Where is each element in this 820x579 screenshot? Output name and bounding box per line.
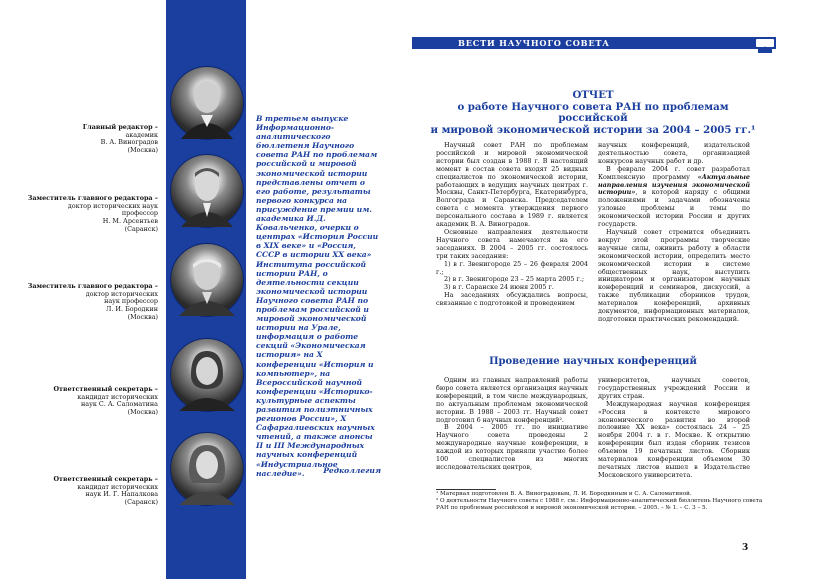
- paragraph: 1) в г. Звенигороде 25 – 26 февраля 2004 г.;: [436, 259, 588, 276]
- staff-entry-editor-in-chief: [0, 124, 158, 155]
- staff-line: Н. М. Арсентьев: [102, 217, 158, 226]
- report-title-line: и мировой экономической истории за 2004 – 2005 гг.¹: [430, 123, 756, 136]
- report-title-line: ОТЧЕТ: [572, 89, 614, 101]
- lower-left-column: [436, 377, 588, 472]
- paragraph: В 2004 – 2005 гг. по инициативе Научного совета проведены 2 международные научные конференции, в каждой из которых приняли участие более 100 специалистов из многих исследовательских центров,: [436, 423, 588, 471]
- footnote: ² О деятельности Научного совета с 1988 г. см.: Информационно-аналитический бюллетень Научного совета РАН по проблемам российской и мировой экономической истории. – 2005. – № 1. – С. 3 – 5.: [436, 497, 763, 511]
- upper-right-column: [598, 142, 750, 324]
- report-title-line: о работе Научного совета РАН по проблемам российской: [457, 100, 729, 125]
- paragraph: университетов, научных советов, государственных учреждений России и других стран.: [598, 376, 750, 400]
- portrait-photo-icon: [170, 338, 244, 412]
- page-number: 3: [742, 543, 749, 553]
- portrait-photo-icon: [170, 432, 244, 506]
- right-page: [410, 0, 820, 579]
- program-title: «Актуальные направления изучения экономической истории»: [598, 172, 750, 197]
- pointer-arrow-icon: [160, 128, 165, 134]
- staff-line: В. А. Виноградов: [100, 138, 158, 147]
- staff-role: Заместитель главного редактора –: [27, 194, 158, 202]
- staff-role: Ответственный секретарь –: [53, 475, 158, 483]
- staff-line: кандидат исторических: [77, 392, 158, 401]
- staff-line: доктор исторических наук: [67, 201, 158, 210]
- ras-logo-icon: [756, 39, 774, 47]
- staff-line: (Москва): [127, 408, 158, 417]
- intro-signature: Редколлегия: [323, 466, 381, 475]
- staff-line: наук И. Г. Напалкова: [85, 490, 158, 499]
- staff-line: (Москва): [127, 312, 158, 321]
- paragraph: [598, 166, 750, 229]
- paragraph: Международная научная конференция «Россия в контексте мирового экономического развития во второй половине XX века» состоялась 24 – 25 ноября 2004 г. в г. Москве. К открытию конференции был издан сборник тезисов объемом 19 печатных листов. Сборник материалов конференции объемом 30 печатных листов вышел в Издательстве Московского университета.: [598, 399, 750, 479]
- paragraph: 3) в г. Саранске 24 июня 2005 г.: [444, 283, 554, 292]
- staff-line: (Москва): [127, 146, 158, 155]
- upper-left-column: [436, 142, 588, 308]
- footnotes: [436, 491, 766, 511]
- pointer-arrow-icon: [160, 200, 165, 206]
- footnote: ¹ Материал подготовлен В. А. Виноградовым, Л. И. Бородкиным и С. А. Саломатиной.: [436, 491, 692, 497]
- intro-text: В третьем выпуске Информационно-аналитического бюллетеня Научного совета РАН по проблемам российской и мировой экономической истории представлены отчет о его работе, результаты первого конкурса на присуждение премии им. академика И.Д. Ковальченко, очерки о центрах «История России в XIX веке» и «Россия, СССР в истории XX века» Института российской истории РАН, о деятельности секции экономической истории Научного совета РАН по проблемам российской и мировой экономической истории на Урале, информация о работе секций «Экономическая история» на X конференции «История и компьютер», на Всероссийской научной конференции «Историко-культурные аспекты развития полиэтничных регионов России», Х Сафаргалиевских научных чтений, а также анонсы II и III Международных научных конференций «Индустриальное наследие».: [256, 114, 379, 478]
- staff-role: Ответственный секретарь –: [53, 385, 158, 393]
- staff-entry-deputy-1: [0, 195, 158, 234]
- paragraph: На заседаниях обсуждались вопросы, связанные с подготовкой и проведением: [436, 291, 588, 308]
- staff-line: Л. И. Бородкин: [106, 305, 158, 314]
- paragraph: 2) в г. Звенигороде 23 – 25 марта 2005 г.;: [444, 275, 585, 284]
- portrait-photo-icon: [170, 243, 244, 317]
- staff-entry-secretary-1: [0, 386, 158, 417]
- header-title: ВЕСТИ НАУЧНОГО СОВЕТА: [458, 38, 610, 48]
- report-title: [426, 90, 760, 136]
- paragraph: научных конференций, издательской деятельностью совета, организацией конкурсов научных работ и др.: [598, 141, 750, 165]
- staff-line: (Саранск): [124, 224, 158, 233]
- portrait-photo-icon: [170, 66, 244, 140]
- paragraph: Основные направления деятельности Научного совета намечаются на его заседаниях. В 2004 – 2005 гг. состоялось три таких заседания:: [436, 227, 588, 260]
- staff-entry-secretary-2: [0, 476, 158, 507]
- staff-entry-deputy-2: [0, 283, 158, 322]
- section-title: Проведение научных конференций: [489, 356, 697, 367]
- staff-line: наук профессор: [104, 297, 158, 306]
- staff-role: Заместитель главного редактора –: [27, 282, 158, 290]
- staff-line: доктор исторических: [85, 289, 158, 298]
- staff-line: профессор: [121, 209, 158, 218]
- paragraph-text: , в которой наряду с общими положениями и задачами обозначены узловые проблемы и темы по экономической истории России и других государств.: [598, 188, 750, 229]
- pointer-arrow-icon: [160, 482, 165, 488]
- paragraph: Научный совет РАН по проблемам российской и мировой экономической истории был создан в 1988 г. В настоящий момент в состав совета входят 25 видных специалистов по экономической истории, работающих в ведущих научных центрах г. Москвы, Санкт-Петербурга, Екатеринбурга, Волгограда и Саранска. Председателем совета с момента утверждения первого персонального состава в 1989 г. является академик В. А. Виноградов.: [436, 141, 588, 229]
- paragraph-text: В феврале 2004 г. совет разработал Комплексную программу: [598, 164, 750, 181]
- staff-line: наук С. А. Саломатина: [81, 400, 158, 409]
- pointer-arrow-icon: [160, 288, 165, 294]
- pointer-arrow-icon: [160, 392, 165, 398]
- paragraph: Научный совет стремится объединить вокруг этой программы творческие научные силы, оживить работу в области экономической истории, определить место экономической истории в системе общественных наук, выступить инициатором и организатором научных конференций и семинаров, дискуссий, а также публикации сборников трудов, материалов конференций, архивных документов, информационных материалов, подготовки практических рекомендаций.: [598, 227, 750, 323]
- footnote-divider: [436, 489, 496, 490]
- portrait-photo-icon: [170, 154, 244, 228]
- staff-line: (Саранск): [124, 498, 158, 507]
- staff-line: академик: [125, 130, 158, 139]
- staff-role: Главный редактор –: [82, 123, 158, 131]
- staff-line: кандидат исторических: [77, 482, 158, 491]
- paragraph: Одним из главных направлений работы бюро совета является организация научных конференций, в том числе международных, по актуальным проблемам экономической истории. В 1988 – 2003 гг. Научный совет подготовил 6 научных конференций².: [436, 376, 588, 424]
- lower-right-column: [598, 377, 750, 480]
